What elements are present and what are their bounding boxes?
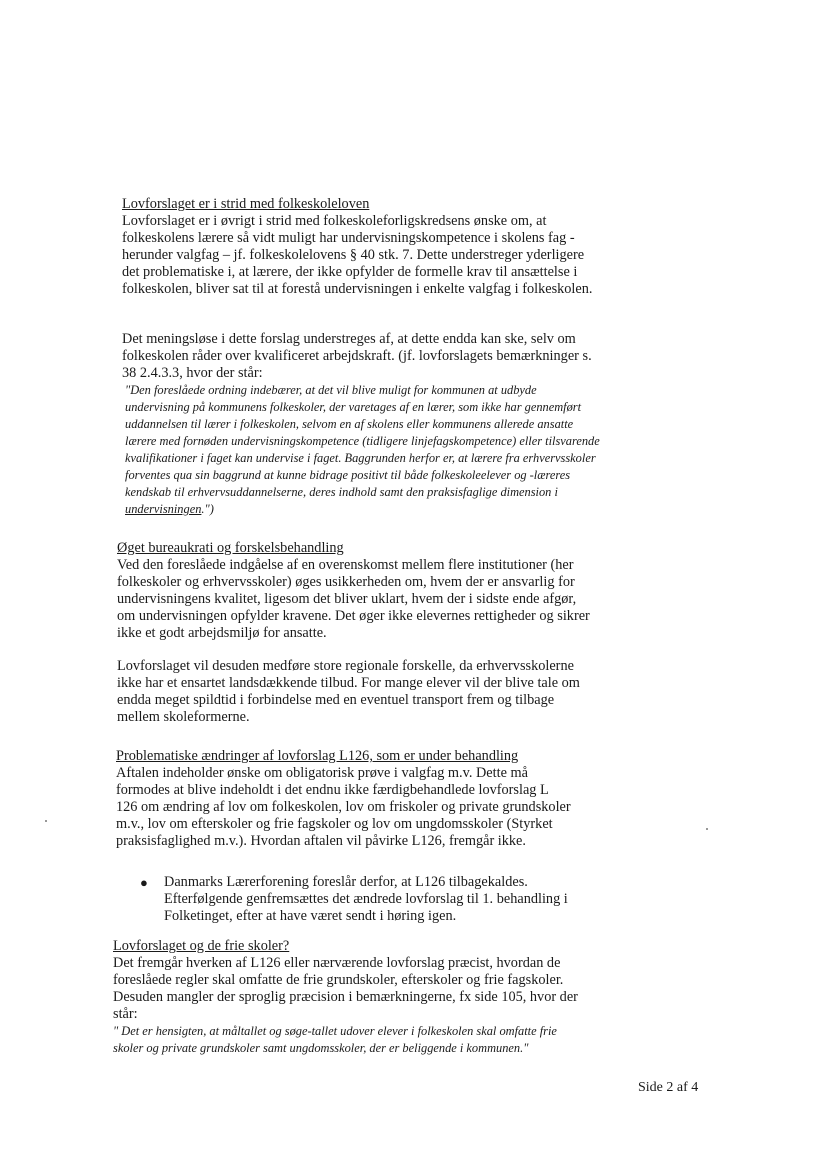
body-paragraph: Det fremgår hverken af L126 eller nærværende lovforslag præcist, hvordan de foreslåede regler skal omfatte de frie grundskoler, efterskoler og frie fagskoler. Desuden mangler der sproglig præcision i bemærkningerne, fx side 105, hvor der står: [113, 955, 578, 1022]
quote-underlined-word: undervisningen [125, 502, 202, 516]
section-heading: Problematiske ændringer af lovforslag L126, som er under behandling [116, 748, 519, 764]
page-number: Side 2 af 4 [638, 1080, 699, 1095]
body-paragraph: Det meningsløse i dette forslag understreges af, at dette endda kan ske, selv om folkeskolen råder over kvalificeret arbejdskraft. (jf. lovforslagets bemærkninger s. 38 2.4.3.3, hvor der står: [122, 331, 592, 381]
section-heading: Lovforslaget og de frie skoler? [113, 938, 290, 954]
scan-speck [706, 828, 708, 830]
section-strid-folkeskoleloven [122, 196, 602, 298]
section-heading: Lovforslaget er i strid med folkeskoleloven [122, 196, 370, 212]
section-frie-skoler [113, 938, 578, 1057]
body-paragraph: Ved den foreslåede indgåelse af en overenskomst mellem flere institutioner (her folkeskoler og erhvervsskoler) øges usikkerheden om, hvem der er ansvarlig for undervisningens kvalitet, ligesom det bliver uklart, hvem der i sidste ende afgør, om undervisningen opfylder kravene. Det øger ikke elevernes rettigheder og sikrer ikke et godt arbejdsmiljø for ansatte. [117, 557, 590, 641]
section-bureaukrati [117, 540, 597, 642]
section-heading: Øget bureaukrati og forskelsbehandling [117, 540, 344, 556]
body-paragraph: Lovforslaget er i øvrigt i strid med folkeskoleforligskredsens ønske om, at folkeskolens lærere så vidt muligt har undervisningskompetence i skolens fag - herunder valgfag – jf. folkeskolelovens § 40 stk. 7. Dette understreger yderligere det problematiske i, at lærere, der ikke opfylder de formelle krav til ansættelse i folkeskolen, bliver sat til at forestå undervisningen i enkelte valgfag i folkeskolen. [122, 213, 593, 297]
bullet-text: Danmarks Lærerforening foreslår derfor, at L126 tilbagekaldes. Efterfølgende genfremsættes det ændrede lovforslag til 1. behandling i Folketinget, efter at have været sendt i høring igen. [164, 874, 568, 924]
section-l126 [116, 748, 571, 850]
body-paragraph: Lovforslaget vil desuden medføre store regionale forskelle, da erhvervsskolerne ikke har et ensartet landsdækkende tilbud. For mange elever vil der blive tale om endda meget spildtid i forbindelse med en eventuel transport frem og tilbage mellem skoleformerne. [117, 658, 580, 725]
quote-block: " Det er hensigten, at måltallet og søge-tallet udover elever i folkeskolen skal omfatte frie skoler og private grundskoler samt ungdomsskoler, der er beliggende i kommunen." [113, 1024, 557, 1055]
bullet-icon: ● [140, 875, 148, 890]
quote-block: "Den foreslåede ordning indebærer, at det vil blive muligt for kommunen at udbyde undervisning på kommunens folkeskoler, der varetages af en lærer, som ikke har gennemført uddannelsen til lærer i folkeskolen, selvom en af skolens eller kommunens allerede ansatte lærere med fornøden undervisningskompetence (tidligere linjefagskompetence) eller tilsvarende kvalifikationer i faget kan undervise i faget. Baggrunden herfor er, at lærere fra erhvervsskoler forventes qua sin baggrund at kunne bidrage positivt til både folkeskoleelever og -læreres kendskab til erhvervsuddannelserne, deres indhold samt den praksisfaglige dimension i undervisningen.") [125, 383, 600, 516]
scan-speck [45, 820, 47, 822]
section-regionale-forskelle [117, 658, 597, 726]
bullet-item [140, 874, 585, 925]
section-meningsloese [122, 331, 602, 518]
body-paragraph: Aftalen indeholder ønske om obligatorisk prøve i valgfag m.v. Dette må formodes at blive indeholdt i det endnu ikke færdigbehandlede lovforslag L 126 om ændring af lov om folkeskolen, lov om friskoler og private grundskoler m.v., lov om efterskoler og frie fagskoler og lov om ungdomsskoler (Styrket praksisfaglighed m.v.). Hvordan aftalen vil påvirke L126, fremgår ikke. [116, 765, 571, 849]
